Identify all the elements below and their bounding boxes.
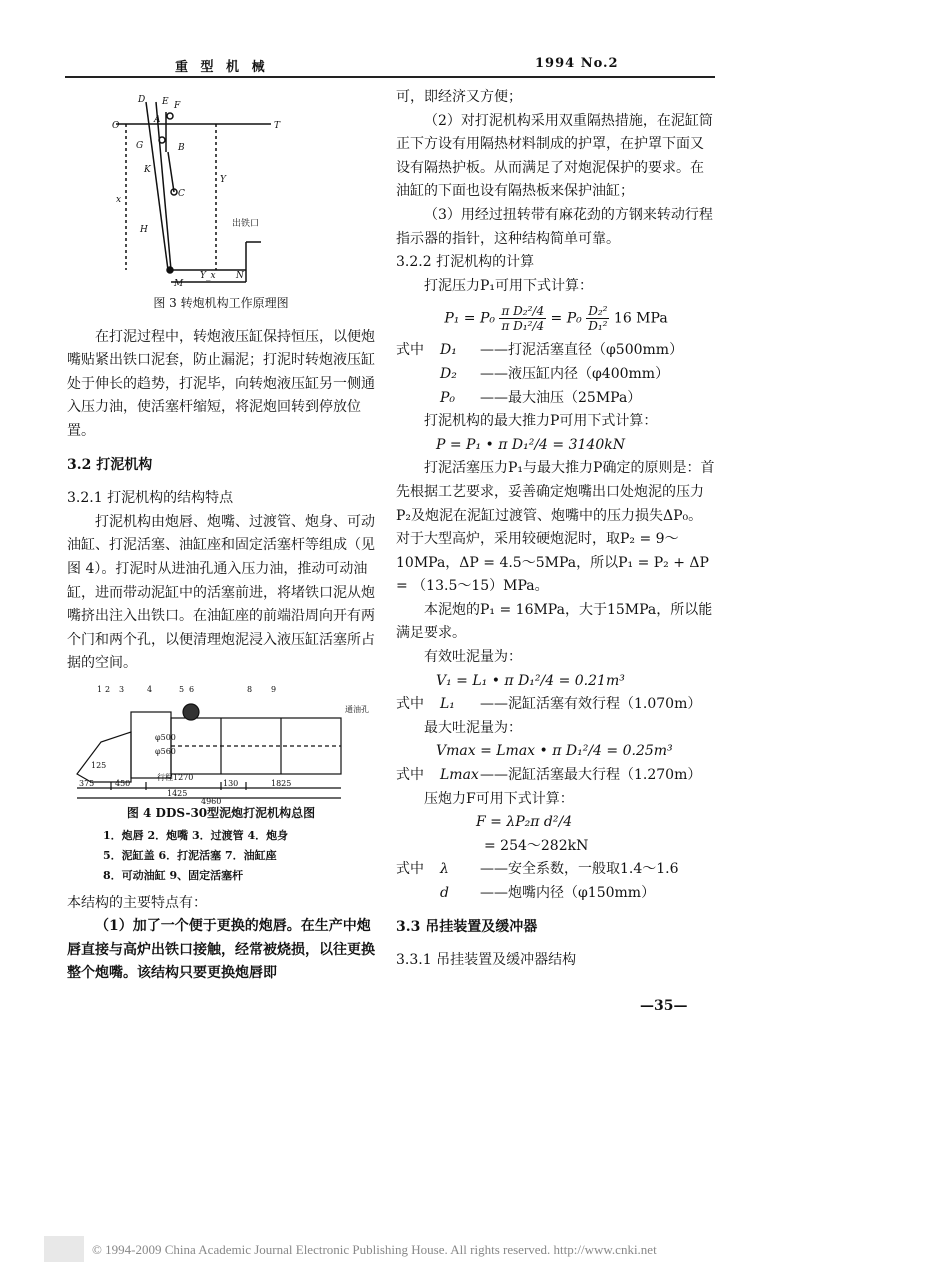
fig4-dim-phi500: φ500 xyxy=(155,732,176,742)
where-line xyxy=(396,693,716,717)
where-text: ——泥缸活塞最大行程（1.270m） xyxy=(480,767,702,784)
paragraph: 本结构的主要特点有： xyxy=(67,894,207,911)
fig4-dim-130: 130 xyxy=(223,778,239,788)
paragraph: 在打泥过程中，转炮液压缸保持恒压，以便炮嘴贴紧出铁口泥套，防止漏泥；打泥时转炮液压缸处于伸长的趋势，打泥毕，向转炮液压缸另一侧通入压力油，使活塞杆缩短，将泥炮回转到停放位置。 xyxy=(67,328,375,439)
formula-f: F = λP₂π d²/4 xyxy=(476,814,573,831)
formula-result: 16 MPa xyxy=(613,310,668,327)
fig3-label-x: x xyxy=(116,195,122,205)
fraction-denominator: π D₁²/4 xyxy=(501,319,545,334)
where-line xyxy=(396,339,716,363)
fig4-dim-phi560: φ560 xyxy=(155,746,176,756)
paragraph: 打泥活塞压力P₁与最大推力P确定的原则是：首先根据工艺要求，妥善确定炮嘴出口处炮泥的压力P₂及炮泥在泥缸过渡管、炮嘴中的压力损失ΔP₀。对于大型高炉，采用较硬炮泥时，取P₂ = 9～10MPa，ΔP = 4.5～5MPa，所以P₁ = P₂ + ΔP = （13.5～15）MPa。 xyxy=(396,460,715,595)
paragraph: 打泥机构由炮唇、炮嘴、过渡管、炮身、可动油缸、打泥活塞、油缸座和固定活塞杆等组成（见图 4）。打泥时从进油孔通入压力油，推动可动油缸，进而带动泥缸中的活塞前进，将堵铁口泥从炮嘴挤出注入出铁口。在油缸座的前端沿周向开有两个门和两个孔，以便清理炮泥浸入液压缸活塞所占据的空间。 xyxy=(67,513,375,672)
figure-4-caption: 图 4 DDS-30型泥炮打泥机构总图 xyxy=(126,805,316,820)
where-symbol: L₁ xyxy=(440,696,455,713)
issue-label: 1994 No.2 xyxy=(535,56,619,71)
formula-term: = P₀ xyxy=(550,310,582,327)
where-text: ——炮嘴内径（φ150mm） xyxy=(480,885,656,901)
fig4-num-5: 5 xyxy=(179,684,185,694)
figure-4-parts-line: 1．炮唇 2．炮嘴 3．过渡管 4．炮身 xyxy=(103,828,289,842)
fig3-label-k: K xyxy=(144,165,151,175)
fraction xyxy=(586,304,609,333)
fig4-num-8: 8 xyxy=(247,684,253,694)
right-column xyxy=(396,86,716,973)
fig3-label-d: D xyxy=(138,95,146,105)
where-line xyxy=(396,387,716,411)
where-text: ——打泥活塞直径（φ500mm） xyxy=(480,342,684,359)
fig3-label-f: F xyxy=(174,101,181,111)
where-label: 式中 xyxy=(396,767,424,784)
where-line xyxy=(396,882,716,906)
where-label: 式中 xyxy=(396,696,424,713)
section-heading: 3.2 打泥机构 xyxy=(67,456,153,473)
formula-intro: 打泥压力P₁可用下式计算： xyxy=(424,277,594,294)
figure-4-parts-line: 8．可动油缸 9、固定活塞杆 xyxy=(103,868,244,882)
fig3-label-e: E xyxy=(162,97,169,107)
formula-v1: V₁ = L₁ • π D₁²/4 = 0.21m³ xyxy=(436,672,625,689)
fig3-label-c: C xyxy=(178,189,185,199)
formula-intro: 有效吐泥量为： xyxy=(424,649,522,666)
fraction-denominator: D₁² xyxy=(588,319,608,334)
where-text: ——液压缸内径（φ400mm） xyxy=(480,365,670,382)
page-number: —35— xyxy=(640,998,688,1014)
formula-vmax: Vmax = Lmax • π D₁²/4 = 0.25m³ xyxy=(436,743,673,760)
fig4-dim-125: 125 xyxy=(91,760,107,770)
where-text: ——泥缸活塞有效行程（1.070m） xyxy=(480,696,702,713)
paragraph: （3）用经过扭转带有麻花劲的方钢来转动行程指示器的指针，这种结构简单可靠。 xyxy=(396,206,713,247)
where-symbol: P₀ xyxy=(440,389,456,406)
subsection-heading: 3.2.1 打泥机构的结构特点 xyxy=(67,490,234,507)
fig3-label-g: G xyxy=(136,141,144,151)
where-symbol: D₂ xyxy=(440,365,457,382)
formula-intro: 打泥机构的最大推力P可用下式计算： xyxy=(424,413,658,430)
fig4-num-6: 6 xyxy=(189,684,195,694)
formula-term: P₁ = P₀ xyxy=(444,310,496,327)
fig3-label-m: M xyxy=(174,279,184,289)
fig4-num-9: 9 xyxy=(271,684,277,694)
fig4-num-4: 4 xyxy=(147,684,153,694)
fig4-dim-stroke: 行程1270 xyxy=(157,772,194,782)
fraction-numerator: D₂² xyxy=(588,304,608,319)
fig3-label-y: Y xyxy=(220,175,226,185)
fig4-num-3: 3 xyxy=(119,684,125,694)
fig4-dim-375: 375 xyxy=(79,778,95,788)
where-line xyxy=(396,764,716,788)
fig4-dim-1425: 1425 xyxy=(167,788,188,798)
paragraph: （1）加了一个便于更换的炮唇。在生产中炮唇直接与高炉出铁口接触，经常被烧损，以往更换整个炮嘴。该结构只要更换炮唇即 xyxy=(67,918,375,982)
formula-intro: 最大吐泥量为： xyxy=(424,719,522,736)
formula-f-result: = 254～282kN xyxy=(484,837,589,854)
fig3-label-taphole: 出铁口 xyxy=(232,219,260,229)
paragraph: （2）对打泥机构采用双重隔热措施，在泥缸筒正下方设有用隔热材料制成的护罩，在护罩下面又设有隔热护板。从而满足了对炮泥保护的要求。在油缸的下面也设有隔热板来保护油缸； xyxy=(396,112,713,200)
fig3-label-o: O xyxy=(112,121,120,131)
paragraph: 可，即经济又方便； xyxy=(396,89,522,105)
fig3-label-a: A xyxy=(154,115,161,125)
figure-3-caption: 图 3 转炮机构工作原理图 xyxy=(153,296,289,310)
cnki-logo xyxy=(44,1236,84,1262)
journal-name: 重 型 机 械 xyxy=(175,60,269,75)
fig4-dim-4960: 4960 xyxy=(201,796,222,806)
where-symbol: D₁ xyxy=(440,342,457,359)
fig4-oil-port: 通油孔 xyxy=(345,704,369,714)
figure-3-diagram xyxy=(96,92,346,292)
section-heading: 3.3 吊挂装置及缓冲器 xyxy=(396,918,538,935)
where-label: 式中 xyxy=(396,342,424,359)
where-symbol: d xyxy=(440,885,449,901)
left-column xyxy=(67,86,375,986)
fig4-num-1: 1 xyxy=(97,684,103,694)
fig4-dim-450: 450 xyxy=(115,778,131,788)
copyright-footer: © 1994-2009 China Academic Journal Electronic Publishing House. All rights reserved. http://www.cnki.net xyxy=(92,1242,657,1257)
paragraph: 本泥炮的P₁ = 16MPa，大于15MPa，所以能满足要求。 xyxy=(396,601,713,642)
figure-4-parts-line: 5．泥缸盖 6．打泥活塞 7．油缸座 xyxy=(103,848,277,862)
subsection-heading: 3.2.2 打泥机构的计算 xyxy=(396,254,535,271)
where-line xyxy=(396,858,716,882)
where-text: ——安全系数，一般取1.4～1.6 xyxy=(480,861,679,878)
where-symbol: λ xyxy=(440,861,449,878)
running-header xyxy=(65,48,715,78)
fraction xyxy=(499,304,546,333)
formula-p1 xyxy=(396,304,716,333)
fig3-label-b: B xyxy=(178,143,185,153)
fig4-num-2: 2 xyxy=(105,684,111,694)
formula-intro: 压炮力F可用下式计算： xyxy=(424,790,574,807)
where-label: 式中 xyxy=(396,861,424,878)
where-symbol: Lmax xyxy=(440,767,479,784)
fraction-numerator: π D₂²/4 xyxy=(501,304,545,319)
formula-p: P = P₁ • π D₁²/4 = 3140kN xyxy=(436,436,625,453)
fig3-label-n: N xyxy=(236,271,244,281)
fig3-label-t: T xyxy=(274,121,281,131)
fig3-label-h: H xyxy=(140,225,148,235)
subsection-heading: 3.3.1 吊挂装置及缓冲器结构 xyxy=(396,952,577,969)
where-text: ——最大油压（25MPa） xyxy=(480,389,642,406)
figure-4-diagram xyxy=(71,682,369,806)
fig4-dim-1825: 1825 xyxy=(271,778,292,788)
fig3-label-yx: Y_x xyxy=(200,271,216,281)
where-line xyxy=(396,363,716,387)
